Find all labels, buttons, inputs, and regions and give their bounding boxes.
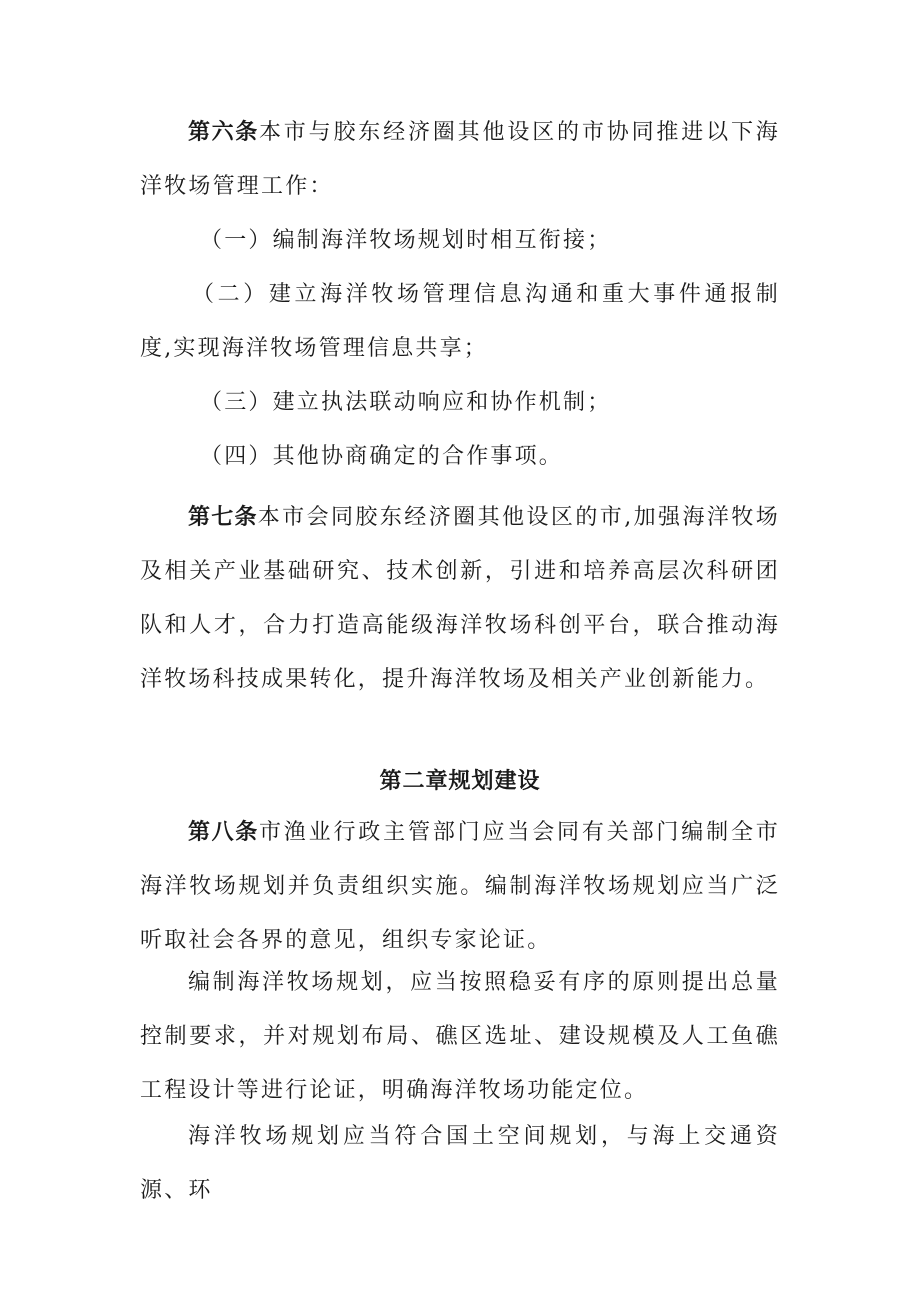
article-8-paragraph <box>140 806 780 968</box>
article-7-paragraph <box>140 491 780 707</box>
article-6-item-2: （二）建立海洋牧场管理信息沟通和重大事件通报制度,实现海洋牧场管理信息共享； <box>140 282 780 361</box>
chapter-title: 第二章规划建设 <box>379 769 541 794</box>
article-6-item-3: （三）建立执法联动响应和协作机制； <box>200 390 612 415</box>
article-8-number: 第八条 <box>188 820 259 845</box>
article-6-text: 本市与胶东经济圈其他设区的市协同推进以下海洋牧场管理工作： <box>140 120 780 199</box>
article-7-number: 第七条 <box>188 505 258 530</box>
article-6-item-4: （四）其他协商确定的合作事项。 <box>200 444 564 469</box>
article-6-item-1: （一）编制海洋牧场规划时相互衔接； <box>200 228 612 253</box>
article-6-paragraph <box>140 106 780 214</box>
article-8-text: 市渔业行政主管部门应当会同有关部门编制全市海洋牧场规划并负责组织实施。编制海洋牧场规划应当广泛听取社会各界的意见，组织专家论证。 <box>140 820 780 953</box>
article-8-paragraph-3: 海洋牧场规划应当符合国土空间规划，与海上交通资源、环 <box>140 1124 780 1203</box>
article-6-number: 第六条 <box>188 120 259 145</box>
article-7-text: 本市会同胶东经济圈其他设区的市,加强海洋牧场及相关产业基础研究、技术创新，引进和培养高层次科研团队和人才，合力打造高能级海洋牧场科创平台，联合推动海洋牧场科技成果转化，提升海洋牧场及相关产业创新能力。 <box>140 505 780 692</box>
article-8-paragraph-2: 编制海洋牧场规划，应当按照稳妥有序的原则提出总量控制要求，并对规划布局、礁区选址、建设规模及人工鱼礁工程设计等进行论证，明确海洋牧场功能定位。 <box>140 970 780 1103</box>
